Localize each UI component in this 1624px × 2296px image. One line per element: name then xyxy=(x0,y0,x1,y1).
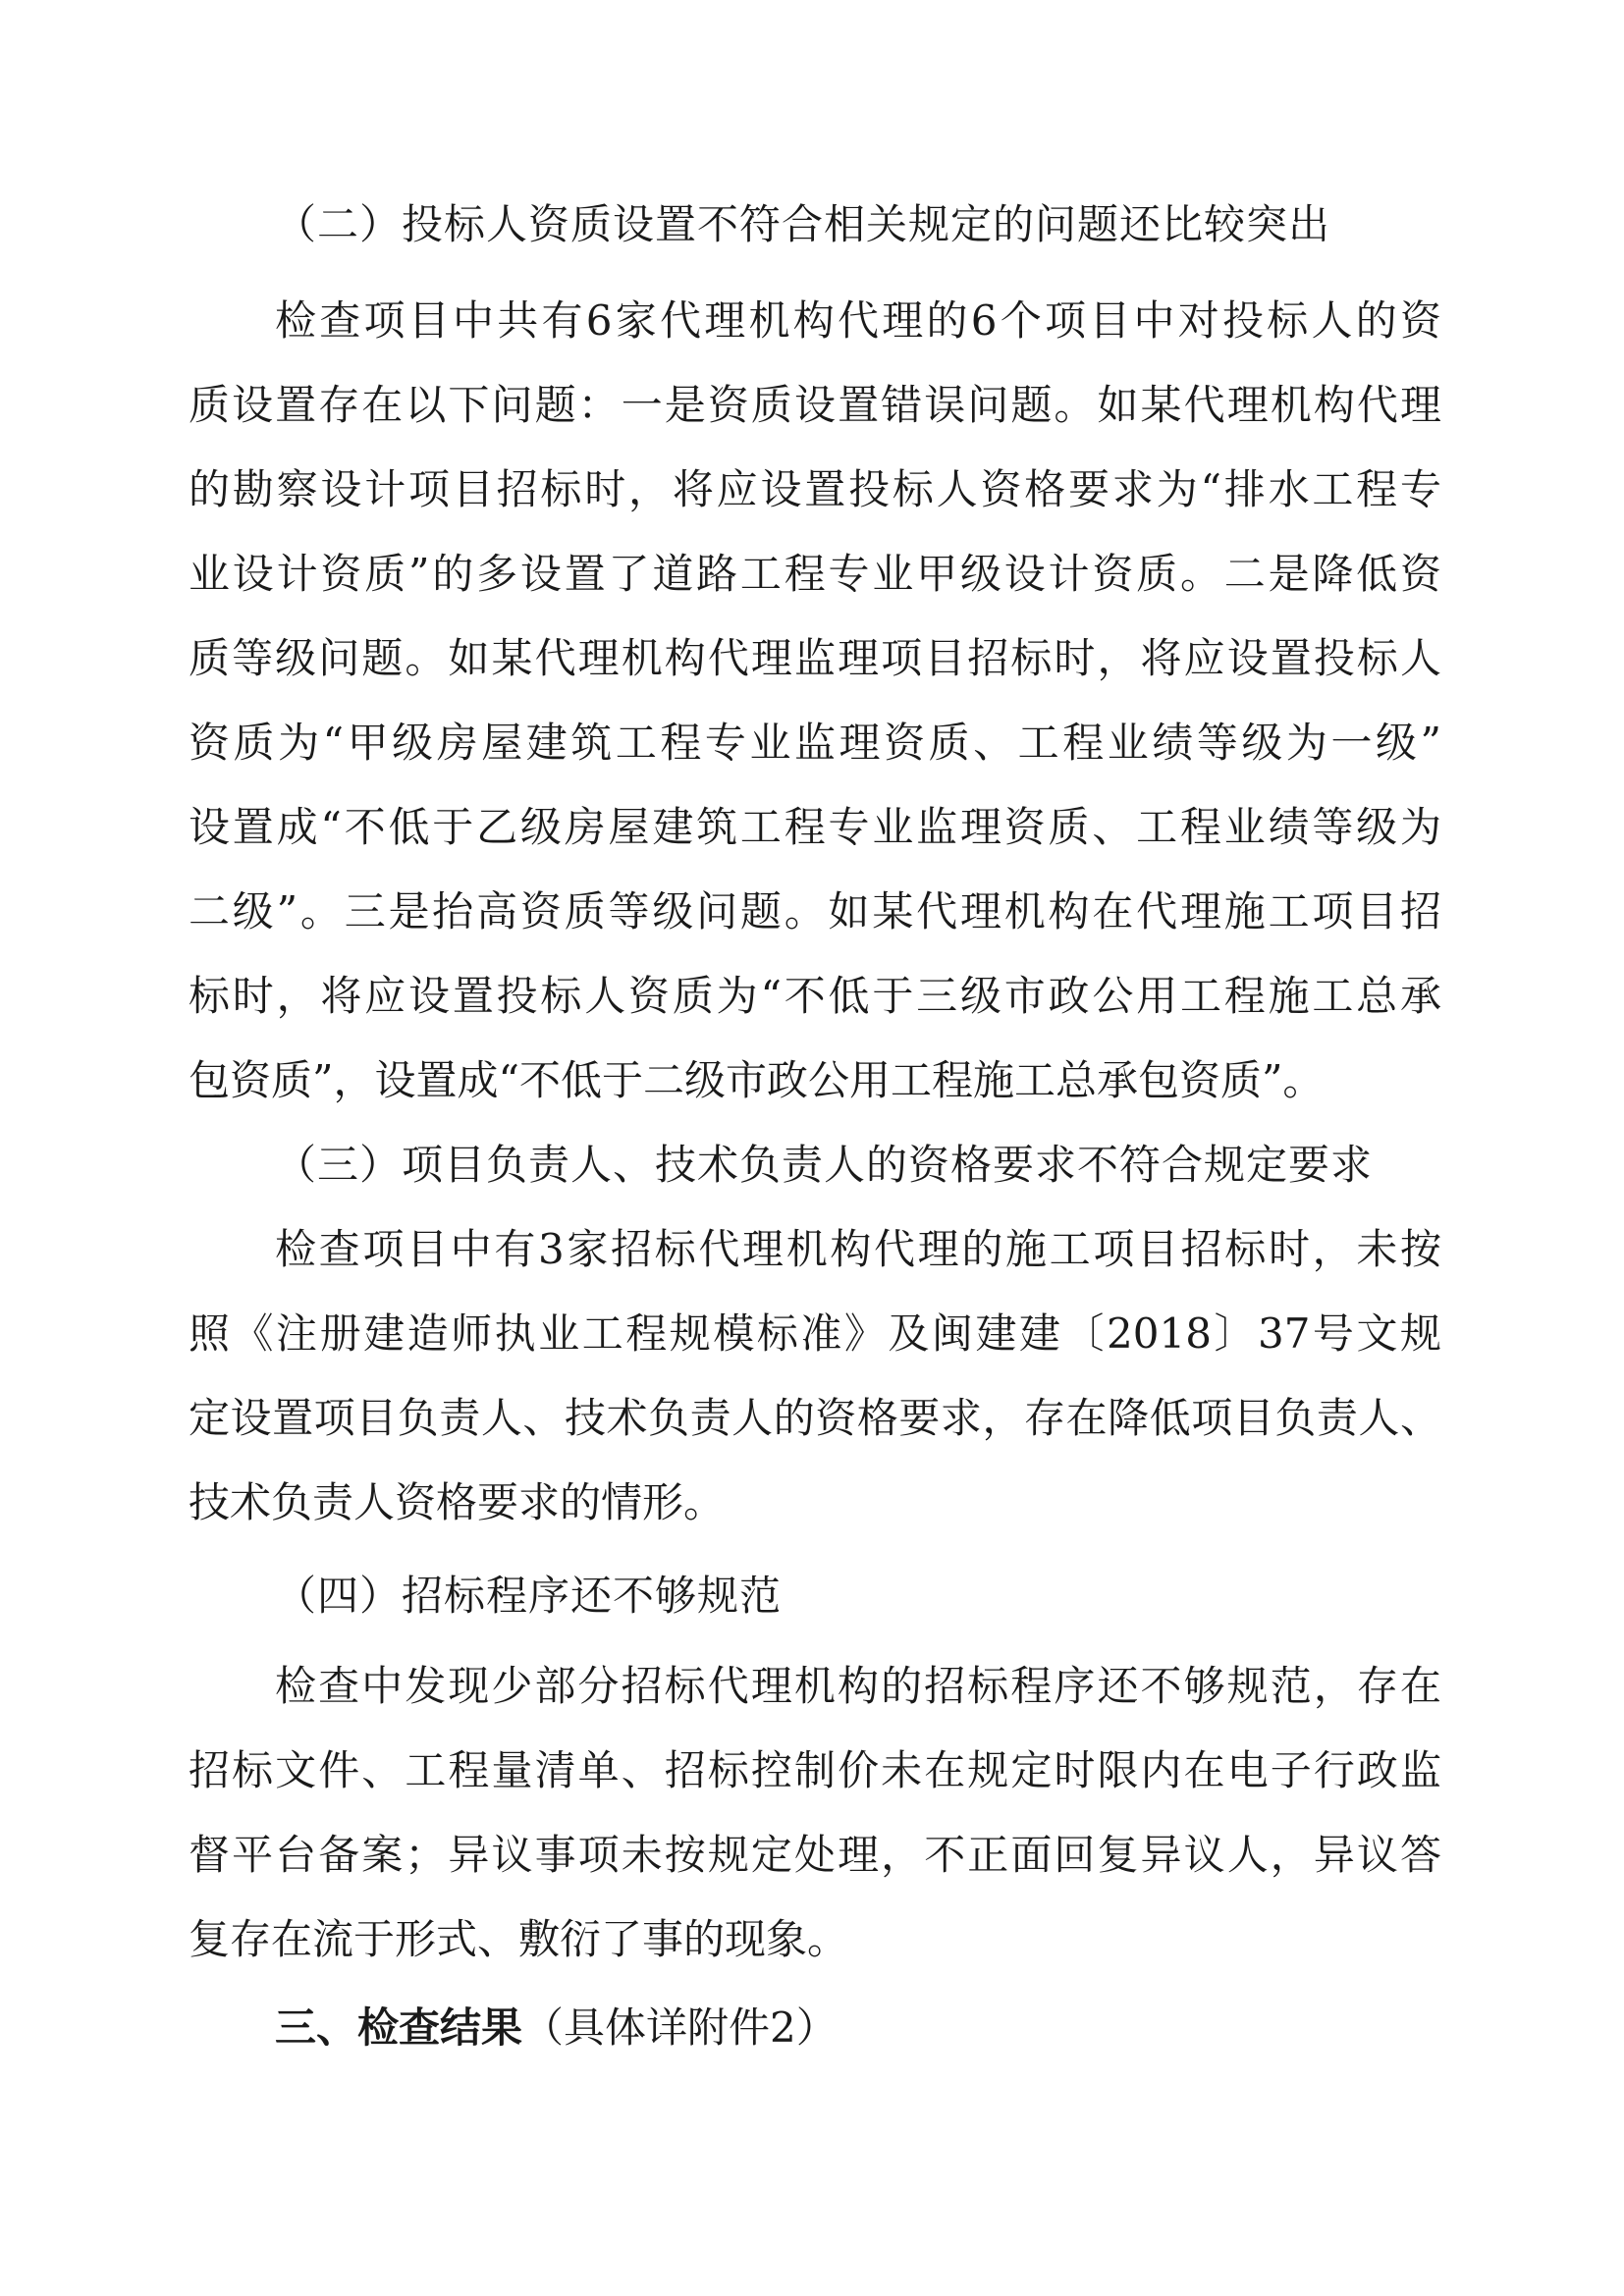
section-2-line-8: 二级”。三是抬高资质等级问题。如某代理机构在代理施工项目招 xyxy=(189,887,1441,935)
section-2-line-9: 标时，将应设置投标人资质为“不低于三级市政公用工程施工总承 xyxy=(189,972,1441,1020)
section-3-heading: （三）项目负责人、技术负责人的资格要求不符合规定要求 xyxy=(275,1141,1374,1189)
section-2-line-6: 资质为“甲级房屋建筑工程专业监理资质、工程业绩等级为一级” xyxy=(189,719,1441,767)
part-3-heading xyxy=(275,2000,1441,2056)
section-3-line-1: 检查项目中有3家招标代理机构代理的施工项目招标时，未按 xyxy=(275,1225,1441,1273)
part-3-note: （具体详附件2） xyxy=(522,2003,838,2052)
section-3-line-3: 定设置项目负责人、技术负责人的资格要求，存在降低项目负责人、 xyxy=(189,1394,1441,1442)
section-4-line-2: 招标文件、工程量清单、招标控制价未在规定时限内在电子行政监 xyxy=(189,1746,1441,1794)
section-2-line-2: 质设置存在以下问题：一是资质设置错误问题。如某代理机构代理 xyxy=(189,381,1441,429)
section-2-line-4: 业设计资质”的多设置了道路工程专业甲级设计资质。二是降低资 xyxy=(189,550,1441,598)
section-2-line-5: 质等级问题。如某代理机构代理监理项目招标时，将应设置投标人 xyxy=(189,634,1441,682)
section-4-line-4: 复存在流于形式、敷衍了事的现象。 xyxy=(189,1915,849,1963)
section-4-heading: （四）招标程序还不够规范 xyxy=(275,1572,783,1620)
section-4-line-1: 检查中发现少部分招标代理机构的招标程序还不够规范，存在 xyxy=(275,1662,1441,1710)
section-2-line-1: 检查项目中共有6家代理机构代理的6个项目中对投标人的资 xyxy=(275,296,1441,345)
section-3-line-2: 照《注册建造师执业工程规模标准》及闽建建〔2018〕37号文规 xyxy=(189,1309,1441,1358)
section-2-line-3: 的勘察设计项目招标时，将应设置投标人资格要求为“排水工程专 xyxy=(189,465,1441,513)
section-2-line-10: 包资质”，设置成“不低于二级市政公用工程施工总承包资质”。 xyxy=(189,1056,1325,1104)
part-3-label: 三、检查结果 xyxy=(275,2003,523,2052)
section-3-line-4: 技术负责人资格要求的情形。 xyxy=(189,1478,726,1526)
section-2-heading: （二）投标人资质设置不符合相关规定的问题还比较突出 xyxy=(275,200,1331,248)
section-4-line-3: 督平台备案；异议事项未按规定处理，不正面回复异议人，异议答 xyxy=(189,1831,1441,1879)
section-2-line-7: 设置成“不低于乙级房屋建筑工程专业监理资质、工程业绩等级为 xyxy=(189,803,1441,851)
